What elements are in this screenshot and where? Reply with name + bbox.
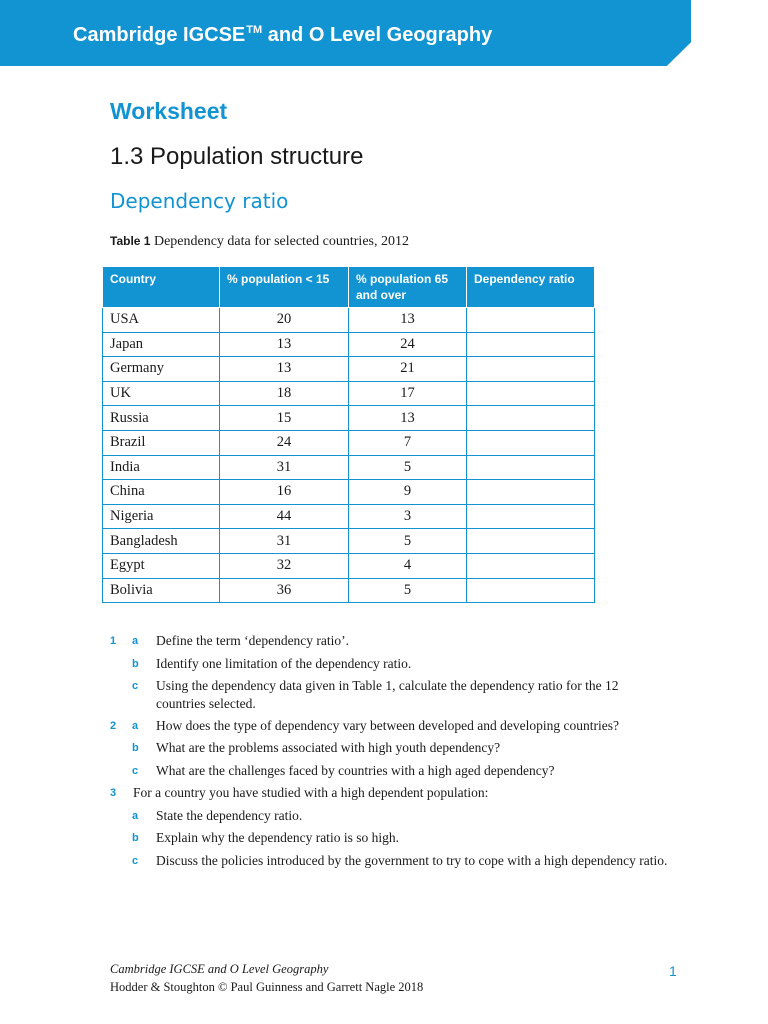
footer-book-title: Cambridge IGCSE and O Level Geography — [110, 962, 329, 976]
cell-dependency-ratio[interactable] — [467, 308, 595, 333]
cell-dependency-ratio[interactable] — [467, 455, 595, 480]
cell-country: Germany — [103, 357, 220, 382]
cell-dependency-ratio[interactable] — [467, 504, 595, 529]
question-letter: c — [132, 855, 139, 867]
cell-under-15: 44 — [220, 504, 349, 529]
cell-country: Egypt — [103, 553, 220, 578]
cell-dependency-ratio[interactable] — [467, 332, 595, 357]
cell-country: USA — [103, 308, 220, 333]
cell-under-15: 20 — [220, 308, 349, 333]
cell-dependency-ratio[interactable] — [467, 578, 595, 603]
question-letter: b — [132, 832, 139, 844]
column-header-dependency-ratio: Dependency ratio — [467, 267, 595, 308]
question-text: Identify one limitation of the dependency ratio. — [156, 656, 412, 671]
table-row — [103, 529, 595, 554]
trademark-mark: TM — [246, 24, 263, 36]
cell-dependency-ratio[interactable] — [467, 529, 595, 554]
cell-under-15: 32 — [220, 553, 349, 578]
page-title: 1.3 Population structure — [110, 143, 364, 170]
question-text: State the dependency ratio. — [156, 808, 303, 823]
cell-under-15: 36 — [220, 578, 349, 603]
question-text: For a country you have studied with a high dependent population: — [133, 785, 489, 800]
cell-under-15: 24 — [220, 430, 349, 455]
question-letter: a — [132, 635, 139, 647]
question-number: 3 — [110, 787, 117, 799]
cell-65-over: 21 — [349, 357, 467, 382]
question-letter: c — [132, 765, 139, 777]
cell-country: Russia — [103, 406, 220, 431]
column-header-country: Country — [103, 267, 220, 308]
cell-65-over: 5 — [349, 455, 467, 480]
cell-country: China — [103, 480, 220, 505]
cell-dependency-ratio[interactable] — [467, 553, 595, 578]
question-text: Using the dependency data given in Table 1, calculate the dependency ratio for the 12 countries selected. — [156, 678, 619, 711]
table-row — [103, 553, 595, 578]
cell-under-15: 31 — [220, 455, 349, 480]
table-row — [103, 455, 595, 480]
column-header-under-15: % population < 15 — [220, 267, 349, 308]
cell-65-over: 4 — [349, 553, 467, 578]
cell-65-over: 3 — [349, 504, 467, 529]
question-letter: c — [132, 680, 139, 692]
footer-copyright: Hodder & Stoughton © Paul Guinness and Garrett Nagle 2018 — [110, 980, 424, 994]
table-row — [103, 332, 595, 357]
cell-dependency-ratio[interactable] — [467, 406, 595, 431]
table-header-row — [103, 267, 595, 308]
worksheet-label: Worksheet — [110, 98, 228, 124]
cell-country: Nigeria — [103, 504, 220, 529]
cell-country: Brazil — [103, 430, 220, 455]
question-text: Discuss the policies introduced by the government to try to cope with a high dependency ratio. — [156, 853, 668, 868]
cell-under-15: 18 — [220, 381, 349, 406]
cell-under-15: 13 — [220, 332, 349, 357]
cell-country: UK — [103, 381, 220, 406]
question-text: Explain why the dependency ratio is so high. — [156, 830, 399, 845]
cell-country: Bolivia — [103, 578, 220, 603]
table-caption-label: Table 1 — [110, 234, 151, 248]
table-row — [103, 430, 595, 455]
question-letter: a — [132, 810, 139, 822]
cell-65-over: 17 — [349, 381, 467, 406]
table-row — [103, 504, 595, 529]
cell-under-15: 15 — [220, 406, 349, 431]
table-caption-text: Dependency data for selected countries, 2012 — [150, 234, 409, 249]
cell-dependency-ratio[interactable] — [467, 381, 595, 406]
table-caption — [110, 235, 409, 249]
cell-dependency-ratio[interactable] — [467, 357, 595, 382]
page-number: 1 — [669, 963, 677, 979]
column-header-65-over: % population 65 and over — [349, 267, 467, 308]
cell-country: Bangladesh — [103, 529, 220, 554]
table-row — [103, 308, 595, 333]
question-text: How does the type of dependency vary between developed and developing countries? — [156, 718, 619, 733]
cell-dependency-ratio[interactable] — [467, 430, 595, 455]
table-row — [103, 578, 595, 603]
cell-under-15: 16 — [220, 480, 349, 505]
question-number: 2 — [110, 720, 117, 732]
cell-under-15: 13 — [220, 357, 349, 382]
question-text: What are the problems associated with high youth dependency? — [156, 740, 501, 755]
table-row — [103, 480, 595, 505]
question-text: Define the term ‘dependency ratio’. — [156, 633, 350, 648]
cell-65-over: 13 — [349, 308, 467, 333]
table-row — [103, 406, 595, 431]
cell-65-over: 5 — [349, 529, 467, 554]
cell-65-over: 5 — [349, 578, 467, 603]
cell-65-over: 9 — [349, 480, 467, 505]
page-subtitle: Dependency ratio — [110, 189, 289, 213]
cell-country: India — [103, 455, 220, 480]
cell-dependency-ratio[interactable] — [467, 480, 595, 505]
cell-65-over: 13 — [349, 406, 467, 431]
question-letter: a — [132, 720, 139, 732]
cell-65-over: 24 — [349, 332, 467, 357]
question-number: 1 — [110, 635, 117, 647]
dependency-table — [102, 266, 595, 603]
cell-65-over: 7 — [349, 430, 467, 455]
cell-under-15: 31 — [220, 529, 349, 554]
question-letter: b — [132, 658, 139, 670]
table-row — [103, 381, 595, 406]
table-row — [103, 357, 595, 382]
question-letter: b — [132, 742, 139, 754]
header-title: Cambridge IGCSE™ and O Level Geography — [73, 24, 493, 46]
question-text: What are the challenges faced by countries with a high aged dependency? — [156, 763, 555, 778]
cell-country: Japan — [103, 332, 220, 357]
